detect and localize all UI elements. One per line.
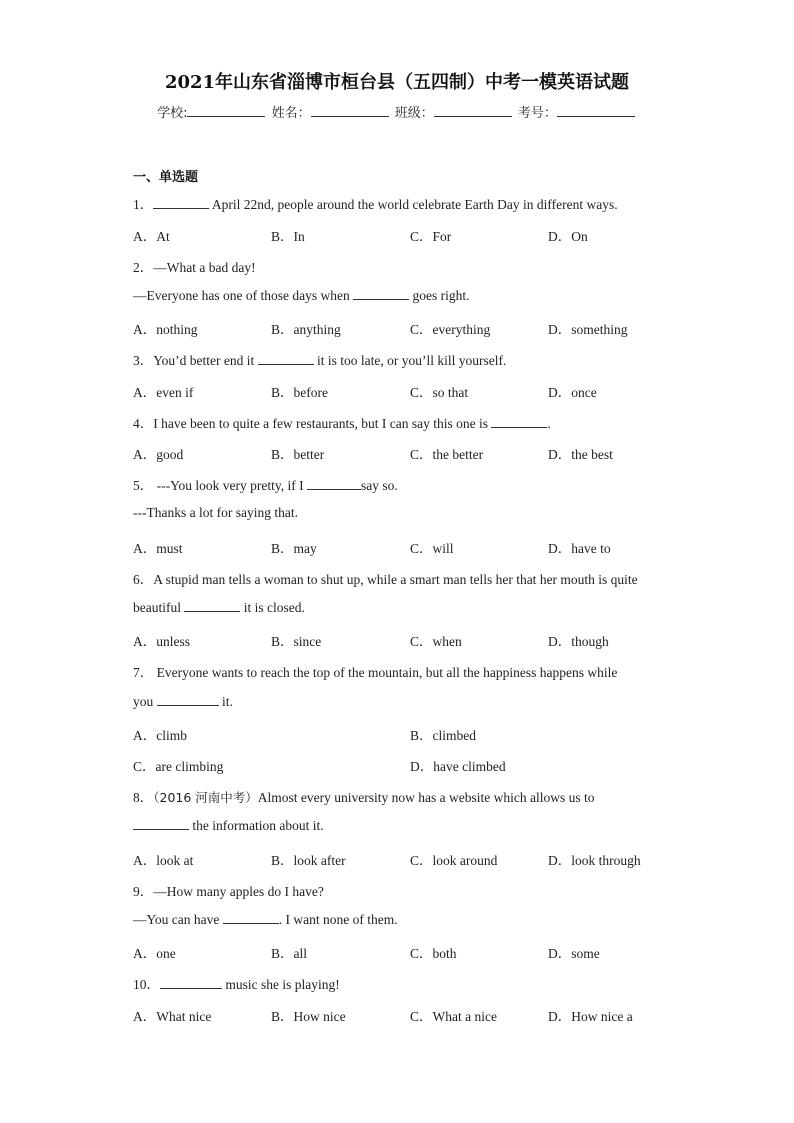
- question-text: it is too late, or you’ll kill yourself.: [313, 353, 507, 368]
- answer-blank[interactable]: [153, 196, 209, 209]
- question-1-line: [133, 193, 618, 213]
- option-a[interactable]: A．one: [133, 946, 176, 961]
- option-c[interactable]: C．will: [410, 541, 454, 556]
- question-text: 3．You’d better end it: [133, 353, 258, 368]
- question-7-line: [133, 661, 617, 681]
- question-8-line: [133, 817, 324, 834]
- answer-blank[interactable]: [307, 477, 361, 490]
- question-text: 4．I have been to quite a few restaurants, but I can say this one is: [133, 416, 492, 431]
- option-d[interactable]: D．something: [548, 322, 628, 337]
- option-d[interactable]: D．though: [548, 634, 609, 649]
- school-blank[interactable]: [187, 104, 265, 117]
- answer-blank[interactable]: [184, 599, 240, 612]
- question-3-line: [133, 349, 506, 369]
- question-5-line: [133, 474, 398, 494]
- name-label: 姓名：: [271, 106, 311, 121]
- option-c[interactable]: C．when: [410, 634, 462, 649]
- question-10-line: [133, 973, 340, 993]
- option-d[interactable]: D．the best: [548, 447, 613, 462]
- option-b[interactable]: B．How nice: [271, 1009, 346, 1024]
- class-blank[interactable]: [434, 104, 512, 117]
- option-b[interactable]: B．look after: [271, 853, 346, 868]
- question-text: April 22nd, people around the world celebrate Earth Day in different ways.: [209, 197, 618, 212]
- option-c[interactable]: C．both: [410, 946, 457, 961]
- option-d[interactable]: D．some: [548, 946, 600, 961]
- question-text: . I want none of them.: [278, 912, 398, 927]
- question-text: goes right.: [409, 288, 470, 303]
- option-a[interactable]: A．climb: [133, 728, 187, 743]
- page-title: 2021年山东省淄博市桓台县（五四制）中考一模英语试题: [164, 72, 630, 93]
- question-text: 8．: [133, 790, 154, 805]
- class-label: 班级：: [394, 106, 434, 121]
- student-info-line: [0, 102, 794, 121]
- question-4-line: [133, 412, 551, 432]
- answer-blank[interactable]: [223, 911, 279, 924]
- option-a[interactable]: A．look at: [133, 853, 194, 868]
- question-text: beautiful: [133, 600, 185, 615]
- question-text: the information about it.: [189, 818, 324, 833]
- question-2-line: [133, 256, 256, 276]
- name-blank[interactable]: [311, 104, 389, 117]
- question-6-line: [133, 568, 638, 588]
- option-b[interactable]: B．climbed: [410, 728, 476, 743]
- question-text: 9．—How many apples do I have?: [133, 884, 324, 899]
- question-source: （2016 河南中考）: [153, 790, 258, 805]
- option-b[interactable]: B．In: [271, 229, 305, 244]
- option-a[interactable]: A．At: [133, 229, 170, 244]
- option-c[interactable]: C．What a nice: [410, 1009, 497, 1024]
- question-text: 7． Everyone wants to reach the top of the mountain, but all the happiness happens while: [133, 665, 618, 680]
- option-d[interactable]: D．have climbed: [410, 759, 506, 774]
- option-b[interactable]: B．better: [271, 447, 325, 462]
- answer-blank[interactable]: [160, 976, 222, 989]
- question-2-line: [133, 287, 469, 304]
- question-text: —Everyone has one of those days when: [133, 288, 354, 303]
- option-b[interactable]: B．all: [271, 946, 307, 961]
- answer-blank[interactable]: [258, 352, 314, 365]
- question-text: you: [133, 694, 157, 709]
- question-6-line: [133, 599, 305, 616]
- question-text: —You can have: [133, 912, 223, 927]
- option-a[interactable]: A．even if: [133, 385, 194, 400]
- question-text: 10．: [133, 977, 160, 992]
- option-d[interactable]: D．once: [548, 385, 597, 400]
- question-text: say so.: [360, 478, 398, 493]
- option-a[interactable]: A．unless: [133, 634, 190, 649]
- question-9-line: [133, 880, 324, 900]
- question-text: .: [547, 416, 551, 431]
- option-b[interactable]: B．may: [271, 541, 317, 556]
- question-text: 5． ---You look very pretty, if I: [133, 478, 307, 493]
- exam-no-blank[interactable]: [557, 104, 635, 117]
- answer-blank[interactable]: [133, 817, 189, 830]
- question-text: music she is playing!: [222, 977, 340, 992]
- answer-blank[interactable]: [491, 415, 547, 428]
- question-text: 6．A stupid man tells a woman to shut up, while a smart man tells her that her mouth is quite: [133, 572, 638, 587]
- answer-blank[interactable]: [353, 287, 409, 300]
- question-text: it.: [218, 694, 233, 709]
- school-label: 学校:: [157, 106, 188, 121]
- option-d[interactable]: D．On: [548, 229, 588, 244]
- option-c[interactable]: C．so that: [410, 385, 469, 400]
- option-d[interactable]: D．have to: [548, 541, 611, 556]
- question-text: ---Thanks a lot for saying that.: [133, 505, 298, 520]
- question-5-line: [133, 505, 298, 521]
- option-d[interactable]: D．How nice a: [548, 1009, 633, 1024]
- question-text: 1．: [133, 197, 154, 212]
- option-b[interactable]: B．anything: [271, 322, 341, 337]
- option-a[interactable]: A．good: [133, 447, 184, 462]
- exam-no-label: 考号：: [517, 106, 557, 121]
- option-c[interactable]: C．the better: [410, 447, 484, 462]
- option-d[interactable]: D．look through: [548, 853, 641, 868]
- question-text: 2．—What a bad day!: [133, 260, 256, 275]
- option-c[interactable]: C．For: [410, 229, 452, 244]
- option-b[interactable]: B．since: [271, 634, 322, 649]
- option-b[interactable]: B．before: [271, 385, 328, 400]
- question-text: it is closed.: [240, 600, 305, 615]
- option-c[interactable]: C．are climbing: [133, 759, 224, 774]
- answer-blank[interactable]: [157, 693, 219, 706]
- section-title: 一、单选题: [133, 170, 199, 185]
- option-c[interactable]: C．everything: [410, 322, 491, 337]
- option-a[interactable]: A．What nice: [133, 1009, 212, 1024]
- question-9-line: [133, 911, 398, 928]
- option-a[interactable]: A．must: [133, 541, 183, 556]
- question-7-line: [133, 693, 233, 710]
- option-c[interactable]: C．look around: [410, 853, 498, 868]
- question-text: Almost every university now has a website which allows us to: [257, 790, 595, 805]
- option-a[interactable]: A．nothing: [133, 322, 198, 337]
- question-8-line: [133, 786, 595, 806]
